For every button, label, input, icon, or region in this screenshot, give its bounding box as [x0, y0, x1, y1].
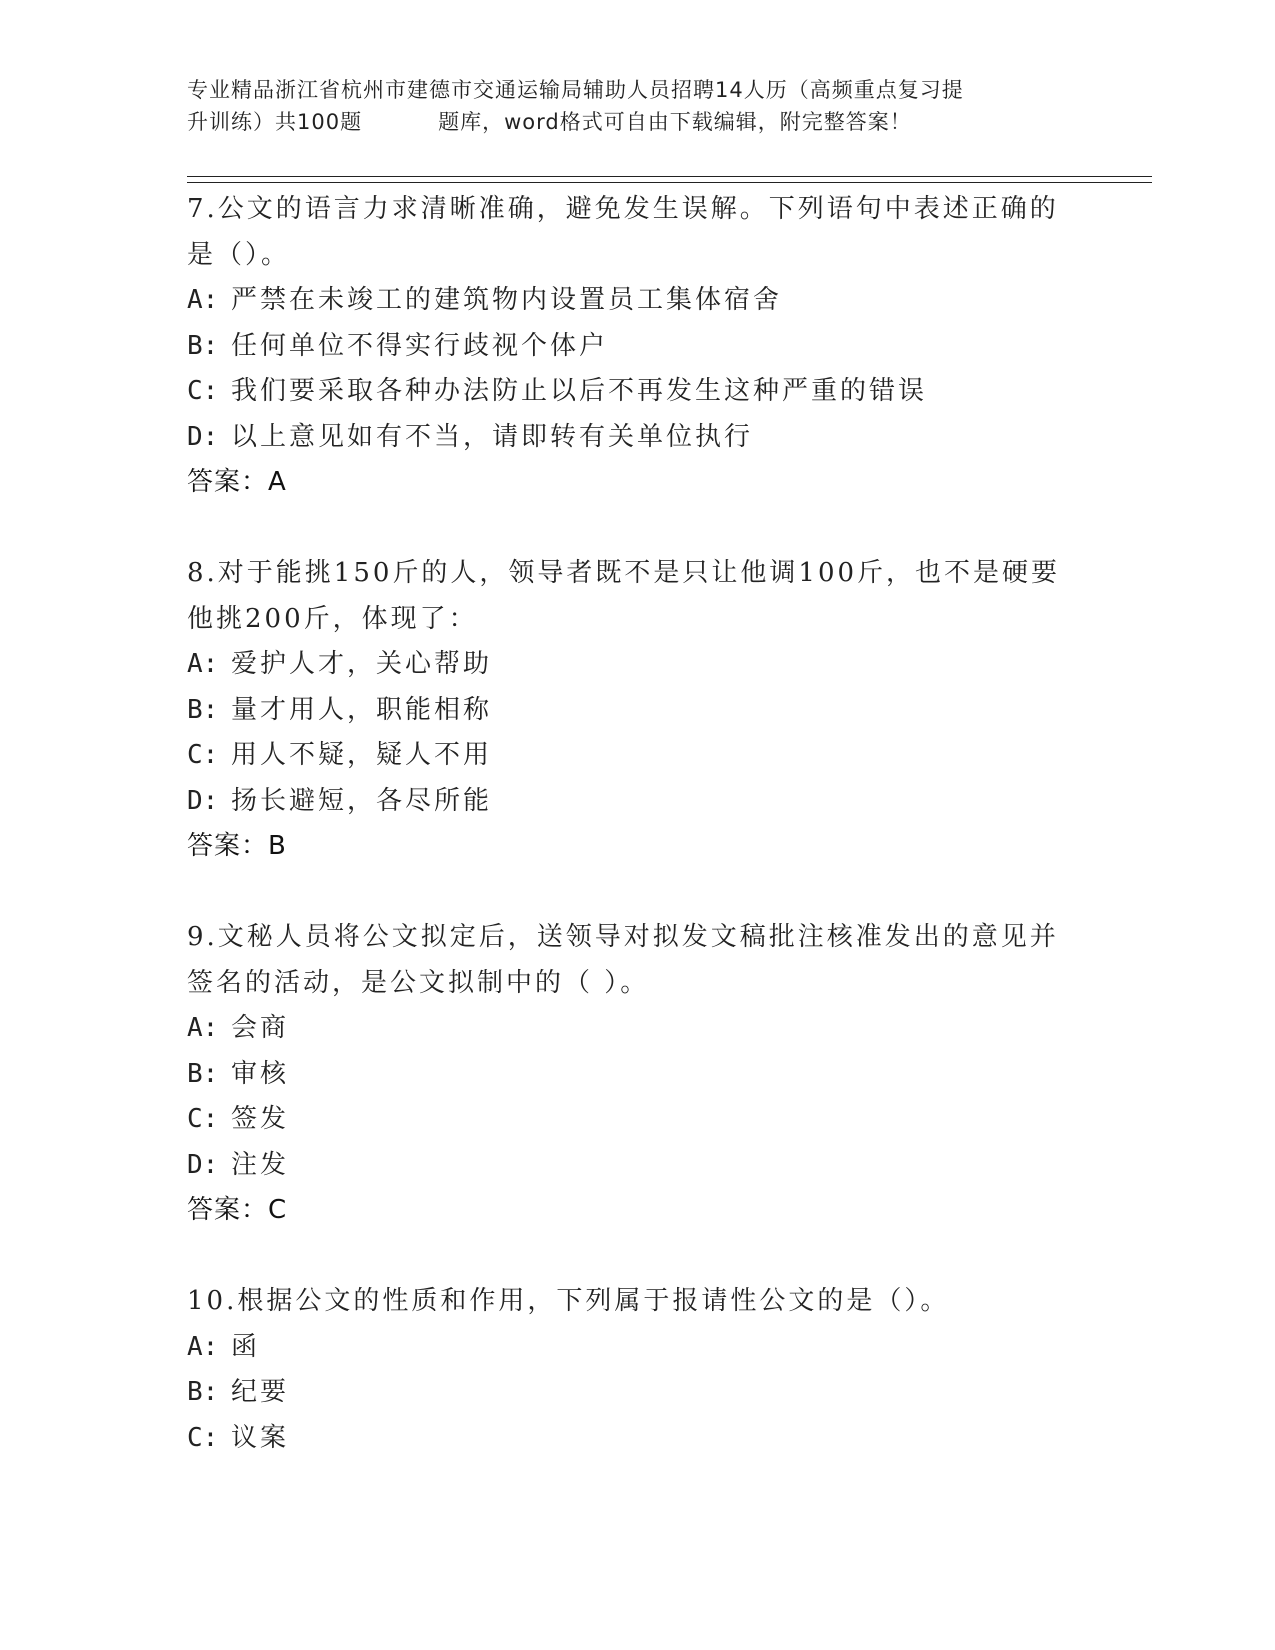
- option-text: 爱护人才，关心帮助: [231, 649, 493, 679]
- question-stem: 7.公文的语言力求清晰准确，避免发生误解。下列语句中表述正确的: [187, 194, 1059, 224]
- question-stem: 10.根据公文的性质和作用，下列属于报请性公文的是（）。: [187, 1286, 950, 1316]
- option-letter: B:: [187, 1058, 219, 1089]
- option-text: 纪要: [231, 1377, 290, 1407]
- option-text: 注发: [231, 1149, 290, 1180]
- option-letter: A:: [187, 285, 219, 315]
- option-b: [187, 1370, 1087, 1416]
- option-letter: A:: [187, 1013, 219, 1043]
- option-letter: B:: [187, 330, 219, 361]
- option-text: 函: [231, 1331, 261, 1362]
- option-letter: A:: [187, 649, 219, 679]
- option-b: [187, 688, 1087, 734]
- answer: 答案：B: [187, 831, 287, 861]
- question-stem: 9.文秘人员将公文拟定后，送领导对拟发文稿批注核准发出的意见并: [187, 922, 1059, 952]
- option-text: 量才用人，职能相称: [231, 694, 493, 725]
- option-text: 议案: [231, 1422, 290, 1453]
- option-letter: A:: [187, 1331, 219, 1362]
- option-c: [187, 1097, 1087, 1143]
- document-header: [187, 74, 1067, 138]
- option-a: [187, 1325, 1087, 1371]
- header-title-line2-left: 升训练）共100题: [187, 110, 363, 134]
- option-letter: C:: [187, 1104, 219, 1134]
- question-stem-cont: 是（）。: [187, 239, 291, 270]
- question-stem-cont: 他挑200斤，体现了：: [187, 603, 478, 634]
- option-d: [187, 779, 1087, 825]
- header-divider-bottom: [187, 182, 1152, 183]
- header-divider-top: [187, 176, 1152, 177]
- option-a: [187, 278, 1087, 324]
- header-title-line2: [187, 106, 1067, 138]
- question-7: [187, 187, 1087, 506]
- option-letter: D:: [187, 421, 219, 452]
- option-letter: C:: [187, 376, 219, 406]
- answer: 答案：A: [187, 467, 287, 497]
- option-text: 审核: [231, 1058, 290, 1089]
- question-10: [187, 1279, 1087, 1461]
- option-text: 扬长避短，各尽所能: [231, 785, 493, 816]
- header-title-line1: 专业精品浙江省杭州市建德市交通运输局辅助人员招聘14人历（高频重点复习提: [187, 78, 964, 102]
- option-c: [187, 733, 1087, 779]
- question-stem-cont: 签名的活动，是公文拟制中的（ ）。: [187, 967, 650, 998]
- option-d: [187, 415, 1087, 461]
- header-title-line2-right: 题库，word格式可自由下载编辑，附完整答案！: [438, 110, 912, 134]
- option-text: 我们要采取各种办法防止以后不再发生这种严重的错误: [231, 376, 928, 406]
- option-d: [187, 1143, 1087, 1189]
- option-text: 用人不疑，疑人不用: [231, 740, 493, 770]
- option-letter: C:: [187, 740, 219, 770]
- option-letter: B:: [187, 1377, 219, 1407]
- question-8: [187, 551, 1087, 870]
- option-letter: C:: [187, 1422, 219, 1453]
- option-text: 任何单位不得实行歧视个体户: [231, 330, 609, 361]
- option-letter: D:: [187, 785, 219, 816]
- question-stem: 8.对于能挑150斤的人，领导者既不是只让他调100斤，也不是硬要: [187, 558, 1061, 588]
- option-b: [187, 1052, 1087, 1098]
- option-text: 严禁在未竣工的建筑物内设置员工集体宿舍: [231, 285, 783, 315]
- option-letter: B:: [187, 694, 219, 725]
- option-c: [187, 1416, 1087, 1462]
- option-a: [187, 642, 1087, 688]
- option-text: 签发: [231, 1104, 290, 1134]
- option-b: [187, 324, 1087, 370]
- question-9: [187, 915, 1087, 1234]
- answer: 答案：C: [187, 1195, 288, 1225]
- option-a: [187, 1006, 1087, 1052]
- option-text: 以上意见如有不当，请即转有关单位执行: [231, 421, 754, 452]
- option-letter: D:: [187, 1149, 219, 1180]
- option-text: 会商: [231, 1013, 290, 1043]
- option-c: [187, 369, 1087, 415]
